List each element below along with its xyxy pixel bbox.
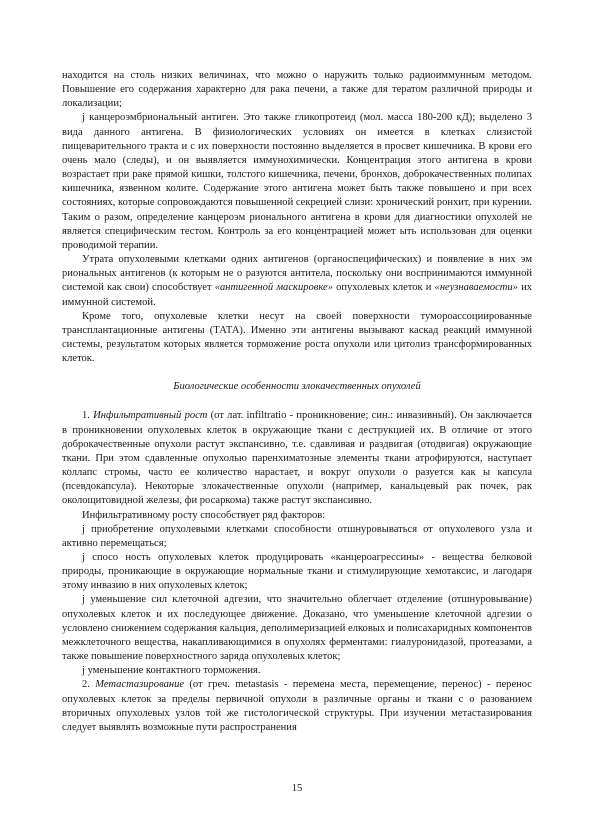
- paragraph-continuation: находится на столь низких величинах, что можно о наружить только радиоиммунным методом. Повышение его содержания характерно для рака печени, а также для тератом различной природы и локализации;: [62, 70, 532, 110]
- list-item-cancer-aggressins: j спосо ность опухолевых клеток продуцировать «канцероагрессины» - вещества белковой природы, проникающие в окружающие нормальные ткани и стимулирующие хемотаксис, и лагодаря этому инвазию в них опухолевых клеток;: [62, 552, 532, 592]
- paragraph-tata: Кроме того, опухолевые клетки несут на своей поверхности тумороассоциированные трансплантационные антигены (ТАТА). Именно эти антигены вызывают каскад реакций иммунной системы, результатом которых является торможение роста опухоли или цитолиз трансформированных клеток.: [62, 310, 532, 365]
- paragraph-factors-intro: Инфильтративному росту способствует ряд факторов:: [82, 509, 326, 521]
- page-number: 15: [291, 783, 303, 794]
- list-item-detachment: j приобретение опухолевыми клетками способности отшнуровываться от опухолевого узла и активно перемещаться;: [62, 523, 532, 549]
- list-item-contact-inhibition: j уменьшение контактного торможения.: [82, 665, 261, 677]
- paragraph-metastasis: 2. Метастазирование (от греч. metastasis - перемена места, перемещение, перенос) - перенос опухолевых клеток за пределы первичной опухоли в различные органы и ткани с о разованием вторичных опухолевых узлов той же гистологической структуры. При изучении метастазирования следует выявлять возможные пути распространения: [62, 679, 532, 733]
- term-unrecognizability: «неузнаваемости»: [434, 282, 518, 294]
- paragraph-infiltrative-growth: 1. Инфильтративный рост (от лат. infiltratio - проникновение; син.: инвазивный). Он заключается в проникновении опухолевых клеток в окружающие ткани с деструкцией их. В отличие от этого доброкачественные опухоли растут экспансивно, т.е. сдавливая и раздвигая (отодвигая) окружающие ткани. При этом сдавленные опухолью паренхиматозные элементы ткани атрофируются, наступает коллапс стромы, часто ее количество нарастает, и вокруг опухоли о разуется как ы капсула (псевдокапсула). Некоторые злокачественные опухоли (например, канальцевый рак почек, рак околощитовидной железы, фи росаркома) также растут экспансивно.: [62, 410, 532, 507]
- term-metastasis: Метастазирование: [95, 679, 185, 691]
- term-infiltrative-growth: Инфильтративный рост: [93, 410, 208, 422]
- term-antigen-masking: «антигенной маскировке»: [214, 282, 333, 294]
- section-heading: Биологические особенности злокачественных опухолей: [173, 381, 421, 393]
- list-item-cell-adhesion: j уменьшение сил клеточной адгезии, что значительно облегчает отделение (отшнуровывание) опухолевых клеток и их последующее движение. Доказано, что уменьшение клеточной адгезии о условлено снижением содержания кальция, деполимеризацией елковых и полисахаридных компонентов межклеточного вещества, накапливающимися в опухолях ферментами: гиалуронидазой, протеазами, а также повышение поверхностного заряда опухолевых клеток;: [62, 594, 532, 663]
- body-text: [62, 69, 532, 735]
- paragraph-antigen-masking: Утрата опухолевыми клетками одних антигенов (органоспецифических) и появление в них эм риональных антигенов (к которым не о разуются антитела, поскольку они воспринимаются иммунной системой как свои) способствует «антигенной маскировке» опухолевых клеток и «неузнаваемости» их иммунной системой.: [62, 254, 532, 308]
- paragraph-cea-antigen: j канцероэмбриональный антиген. Это также гликопротеид (мол. масса 180-200 кД); выделено 3 вида данного антигена. В физиологических условиях он имеется в клетках слизистой пищеварительного тракта и с их поверхности постоянно выделяется в просвет кишечника. В крови его очень мало (следы), и он выявляется иммунохимически. Концентрация этого антигена в крови возрастает при раке прямой кишки, толстого кишечника, печени, бронхов, доброкачественных полипах кишечника, язвенном колите. Содержание этого антигена может быть также повышено и при всех состояниях, которые сопровождаются повышенной секрецией слизи: хронический ронхит, при курении. Таким о разом, определение канцероэм рионального антигена в крови для диагностики опухолей не является специфическим тестом. Контроль за его концентрацией может ыть использован для оценки проводимой терапии.: [62, 112, 532, 251]
